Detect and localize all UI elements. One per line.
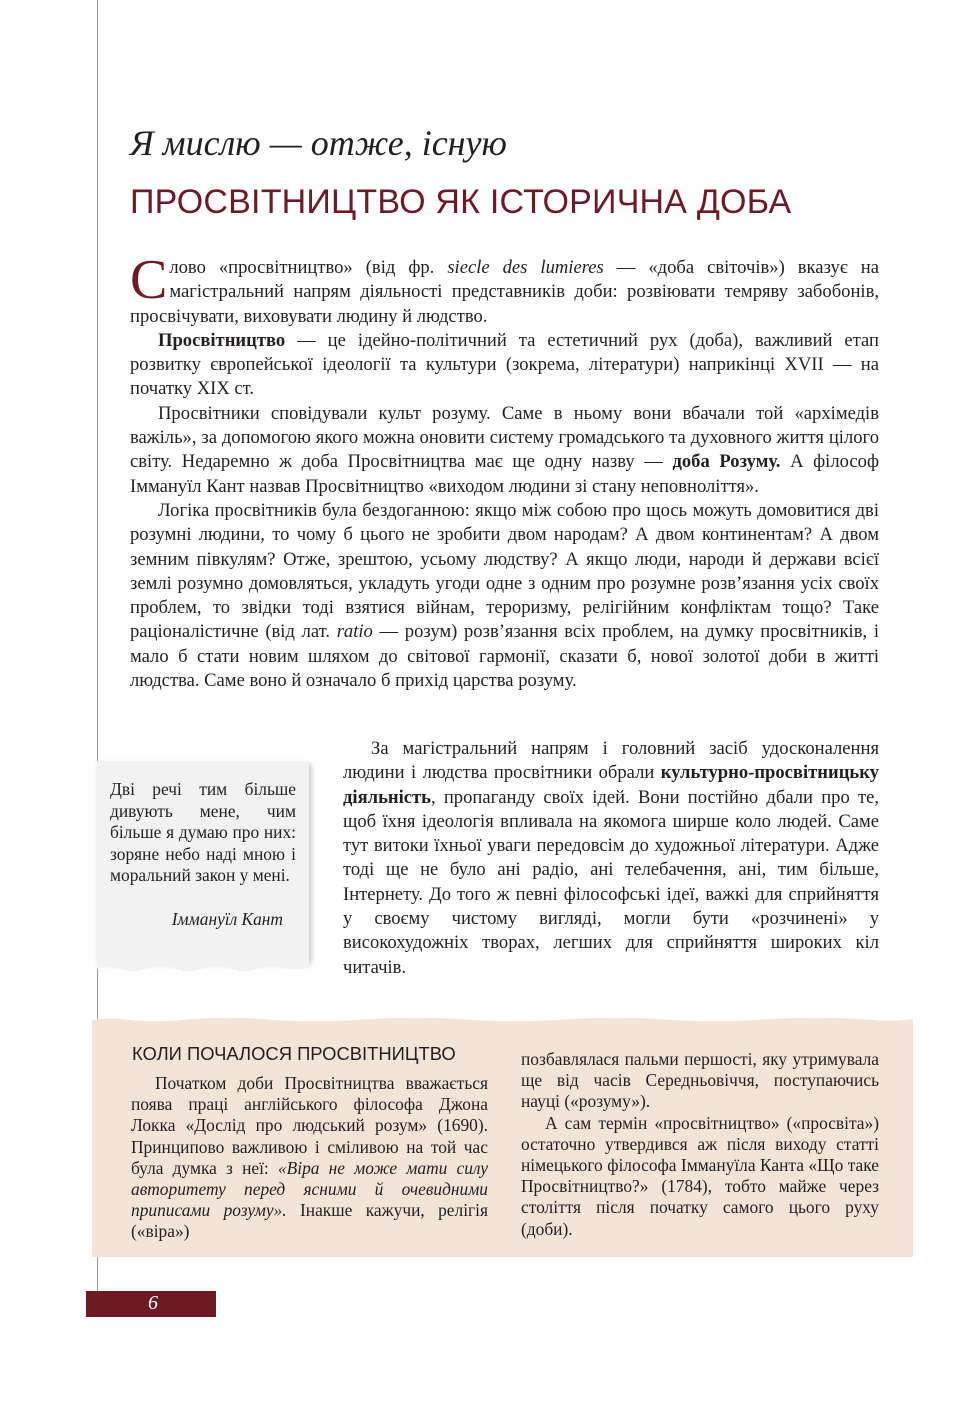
info-box-left-text-b: Інакше кажучи, релігія («віра»): [131, 1200, 488, 1242]
info-box-right-continuation: позбавлялася пальми першості, яку утримувала ще від часів Середньовіччя, поступаючись науці («розуму»).: [521, 1049, 879, 1112]
paragraph-3: [130, 402, 879, 499]
paragraph-3-term: доба Розуму.: [672, 451, 781, 473]
quote-card: [97, 761, 309, 961]
torn-edge-decoration: [97, 959, 309, 975]
paragraph-5-term: культурно-просвітницьку діяльність: [343, 762, 879, 808]
paragraph-2: [130, 329, 879, 402]
quote-text: Дві речі тим більше дивують мене, чим більше я думаю про них: зоряне небо наді мною і моральний закон у мені.: [110, 779, 296, 886]
paragraph-1-text-a: лово «просвітництво» (від фр.: [169, 257, 448, 278]
paragraph-3-text-a: Просвітники сповідували культ розуму. Саме в ньому вони вбачали той «архімедів важіль», за допомогою якого можна оновити систему громадського та духовного життя цілого світу. Недаремно ж доба Просвітництва має ще одну назву —: [130, 402, 879, 473]
paragraph-4: [130, 499, 879, 693]
paragraph-2-term: Просвітництво: [158, 329, 286, 351]
section-subtitle: Я мислю — отже, існую: [130, 123, 507, 163]
main-text: [130, 249, 879, 693]
paragraph-4-italic: ratio: [336, 621, 373, 643]
paragraph-3-text-b: А філософ Іммануїл Кант назвав Просвітництво «виходом людини зі стану неповноліття».: [130, 451, 879, 497]
paragraph-1: [130, 249, 879, 329]
info-box-title: КОЛИ ПОЧАЛОСЯ ПРОСВІТНИЦТВО: [132, 1043, 456, 1064]
info-box-right-column: [521, 1049, 879, 1240]
info-box-quote: «Віра не може мати силу авторитету перед ясними й очевидними приписами розуму».: [131, 1157, 488, 1221]
paragraph-2-text: — це ідейно-політичний та естетичний рух (доба), важливий етап розвитку європейської ідеології та культури (зокрема, літератури) наприкінці XVII — на початку XIX ст.: [130, 329, 879, 400]
paragraph-5-text-b: , пропаганду своїх ідей. Вони постійно дбали про те, щоб їхня ідеологія впливала на якомога ширше коло людей. Саме тут витоки їхньої уваги передовсім до художньої літератури. Адже тоді ще не було ані радіо, ані телебачення, ані, тим більше, Інтернету. До того ж певні філософські ідеї, важкі для сприйняття у своєму чистому вигляді, могли бути «розчинені» у високохудожніх творах, легших для сприйняття широких кіл читачів.: [343, 786, 879, 978]
info-box-left-column: [131, 1073, 488, 1243]
paragraph-4-text-b: — розум) розв’язання всіх проблем, на думку просвітників, і мало б стати новим шляхом до світової гармонії, сказати б, нової золотої доби в житті людства. Саме воно й означало б прихід царства розуму.: [130, 621, 879, 692]
torn-edge-decoration: [92, 1015, 913, 1023]
info-box: [92, 1021, 913, 1257]
section-title: ПРОСВІТНИЦТВО ЯК ІСТОРИЧНА ДОБА: [130, 183, 792, 221]
paragraph-4-text-a: Логіка просвітників була бездоганною: якщо між собою про щось можуть домовитися дві розумні людини, то чому б цього не зробити двом народам? А двом континентам? А двом земним півкулям? Отже, зрештою, усьому людству? А якщо люди, народи й держави всієї землі розумно домовляться, укладуть угоди одне з одним про розумне розв’язання усіх своїх проблем, то звідки тоді взятися війнам, тероризму, релігійним конфліктам тощо? Таке раціоналістичне (від лат.: [130, 499, 879, 643]
info-box-right-paragraph: А сам термін «просвітництво» («просвіта») остаточно утвердився аж після виходу статті німецького філософа Іммануїла Канта «Що таке Просвітництво?» (1784), тобто майже через століття після початку самого цього руху (доби).: [521, 1112, 879, 1239]
paragraph-5: [343, 737, 879, 980]
paragraph-1-text-b: — «доба світочів») вказує на магістральний напрям діяльності представників доби: розвіювати темряву забобонів, просвічувати, виховувати людину й людство.: [130, 257, 879, 327]
page-number-bar: [86, 1291, 216, 1317]
paragraph-5-text-a: За магістральний напрям і головний засіб удосконалення людини і людства просвітники обрали: [343, 738, 879, 784]
drop-cap: С: [130, 249, 168, 311]
paragraph-1-italic: siecle des lumieres: [447, 257, 604, 278]
quote-author: Іммануїл Кант: [171, 909, 283, 929]
info-box-left-text-a: Початком доби Просвітництва вважається поява праці англійського філософа Джона Локка «Дослід про людський розум» (1690). Принципово важливою і сміливою на той час була думка з неї:: [131, 1073, 488, 1178]
page-number: 6: [148, 1292, 158, 1314]
